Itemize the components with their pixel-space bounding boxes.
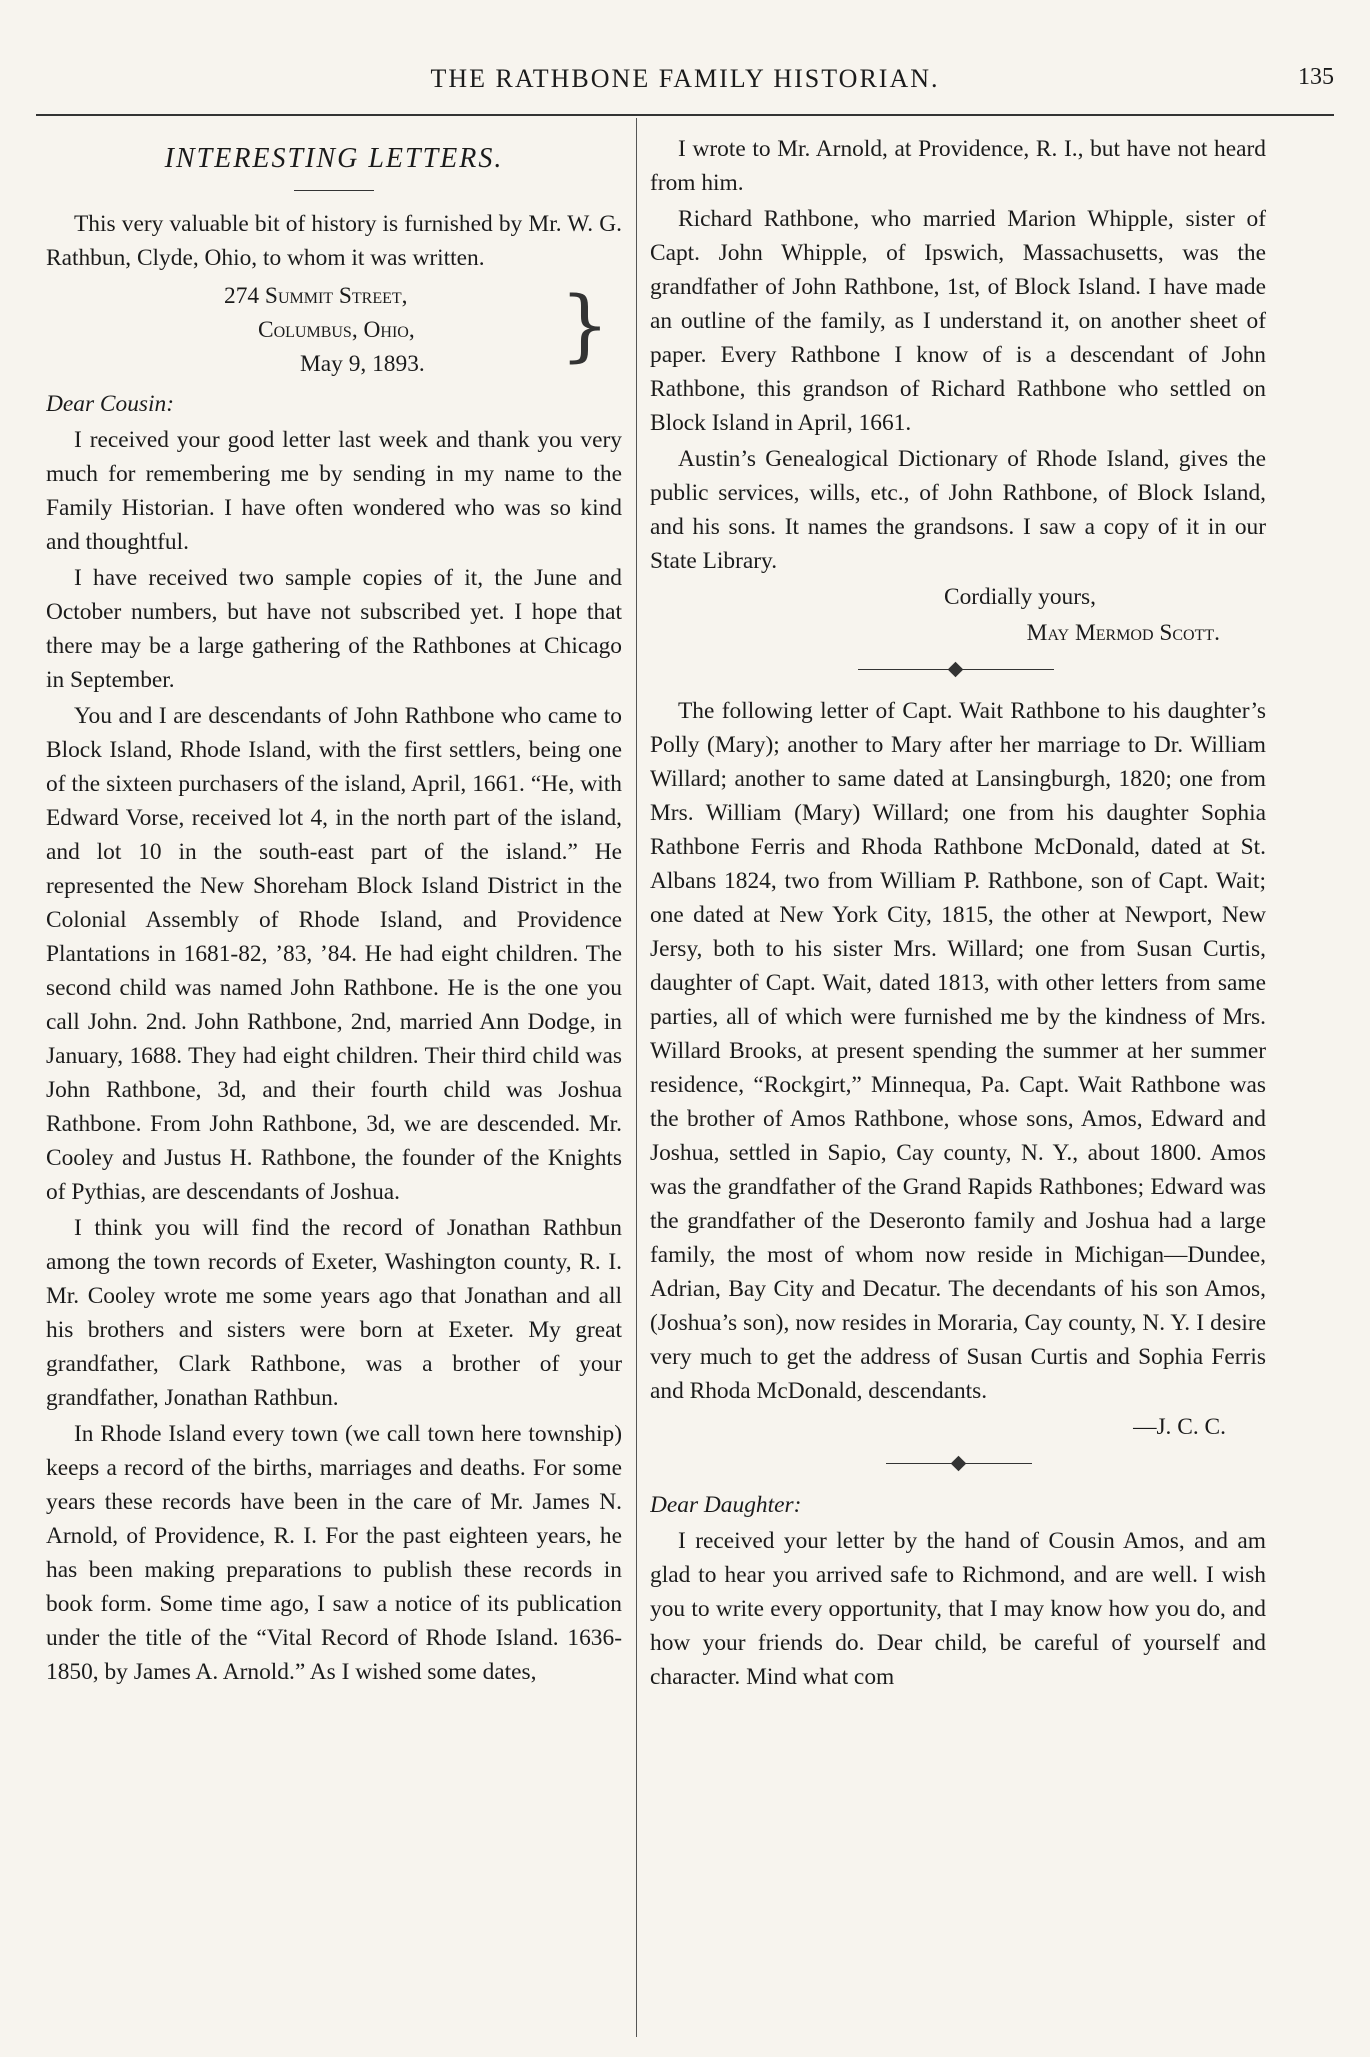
header-rule [36,114,1334,116]
address-street: 274 Summit Street, [224,283,408,309]
paragraph: I wrote to Mr. Arnold, at Providence, R. I., but have not heard from him. [650,136,1266,196]
paragraph: Richard Rathbone, who married Marion Whipple, sister of Capt. John Whipple, of Ipswich, Massachusetts, was the grandfather of John Rathbone, 1st, of Block Island. I have made an outline of the family, as I understand it, on another sheet of paper. Every Rathbone I know of is a descendant of John Rathbone, this grandson of Richard Rathbone who settled on Block Island in April, 1661. [650,206,1266,436]
paragraph: I received your good letter last week and thank you very much for remembering me by sending in my name to the Family Historian. I have often wondered who was so kind and thoughtful. [46,427,622,555]
intro-paragraph: This very valuable bit of history is furnished by Mr. W. G. Rathbun, Clyde, Ohio, to whom it was written. [46,211,622,271]
paragraph: I think you will find the record of Jonathan Rathbun among the town records of Exeter, Washington county, R. I. Mr. Cooley wrote me some years ago that Jonathan and all his brothers and sisters were born at Exeter. My great grandfather, Clark Rathbone, was a brother of your grandfather, Jonathan Rathbun. [46,1215,622,1411]
brace-glyph: } [560,281,610,371]
address-date: May 9, 1893. [300,351,425,377]
paragraph: Austin’s Genealogical Dictionary of Rhode Island, gives the public services, wills, etc., of John Rathbone, of Block Island, and his sons. It names the grandsons. I saw a copy of it in our State Library. [650,446,1266,574]
ornament-divider [650,1454,1266,1474]
paragraph: I have received two sample copies of it, the June and October numbers, but have not subscribed yet. I hope that there may be a large gathering of the Rathbones at Chicago in September. [46,565,622,693]
title-rule [294,190,374,191]
address-city: Columbus, Ohio, [258,317,415,343]
letter-address [46,279,622,381]
running-header [36,64,1334,108]
running-title: THE RATHBONE FAMILY HISTORIAN. [430,64,940,93]
closing: Cordially yours, [943,584,1096,610]
page-number: 135 [1298,64,1334,90]
ornament-divider [650,660,1266,680]
salutation: Dear Cousin: [46,391,174,417]
paragraph: You and I are descendants of John Rathbone who came to Block Island, Rhode Island, with the first settlers, being one of the sixteen purchasers of the island, April, 1661. “He, with Edward Vorse, received lot 4, in the north part of the island, and lot 10 in the south-east part of the island.” He represented the New Shoreham Block Island District in the Colonial Assembly of Rhode Island, and Providence Plantations in 1681-82, ’83, ’84. He had eight children. The second child was named John Rathbone. He is the one you call John. 2nd. John Rathbone, 2nd, married Ann Dodge, in January, 1688. They had eight children. Their third child was John Rathbone, 3d, and their fourth child was Joshua Rathbone. From John Rathbone, 3d, we are descended. Mr. Cooley and Justus H. Rathbone, the founder of the Knights of Pythias, are descendants of Joshua. [46,703,622,1205]
initials: —J. C. C. [1133,1414,1226,1440]
signature: May Mermod Scott. [1026,620,1220,646]
paragraph: I received your letter by the hand of Cousin Amos, and am glad to hear you arrived safe to Richmond, and are well. I wish you to write every opportunity, that I may know how you do, and how your friends do. Dear child, be careful of yourself and character. Mind what com [650,1528,1266,1690]
column-divider [636,118,637,2037]
left-column [46,132,622,2037]
paragraph: The following letter of Capt. Wait Rathbone to his daughter’s Polly (Mary); another to Mary after her marriage to Dr. William Willard; another to same dated at Lansingburgh, 1820; one from Mrs. William (Mary) Willard; one from his daughter Sophia Rathbone Ferris and Rhoda Rathbone McDonald, dated at St. Albans 1824, two from William P. Rathbone, son of Capt. Wait; one dated at New York City, 1815, the other at Newport, New Jersy, both to his sister Mrs. Willard; one from Susan Curtis, daughter of Capt. Wait, dated 1813, with other letters from same parties, all of which were furnished me by the kindness of Mrs. Willard Brooks, at present spending the summer at her summer residence, “Rockgirt,” Minnequa, Pa. Capt. Wait Rathbone was the brother of Amos Rathbone, whose sons, Amos, Edward and Joshua, settled in Sapio, Cay county, N. Y., about 1800. Amos was the grandfather of the Grand Rapids Rathbones; Edward was the grandfather of the Deseronto family and Joshua had a large family, the most of whom now reside in Michigan—Dundee, Adrian, Bay City and Decatur. The decendants of his son Amos, (Joshua’s son), now resides in Moraria, Cay county, N. Y. I desire very much to get the address of Susan Curtis and Sophia Ferris and Rhoda McDonald, descendants. [650,698,1266,1404]
salutation: Dear Daughter: [650,1492,802,1518]
section-title: INTERESTING LETTERS. [164,143,504,174]
right-column [650,132,1266,2037]
paragraph: In Rhode Island every town (we call town here township) keeps a record of the births, marriages and deaths. For some years these records have been in the care of Mr. James N. Arnold, of Providence, R. I. For the past eighteen years, he has been making preparations to publish these records in book form. Some time ago, I saw a notice of its publication under the title of the “Vital Record of Rhode Island. 1636-1850, by James A. Arnold.” As I wished some dates, [46,1421,622,1685]
